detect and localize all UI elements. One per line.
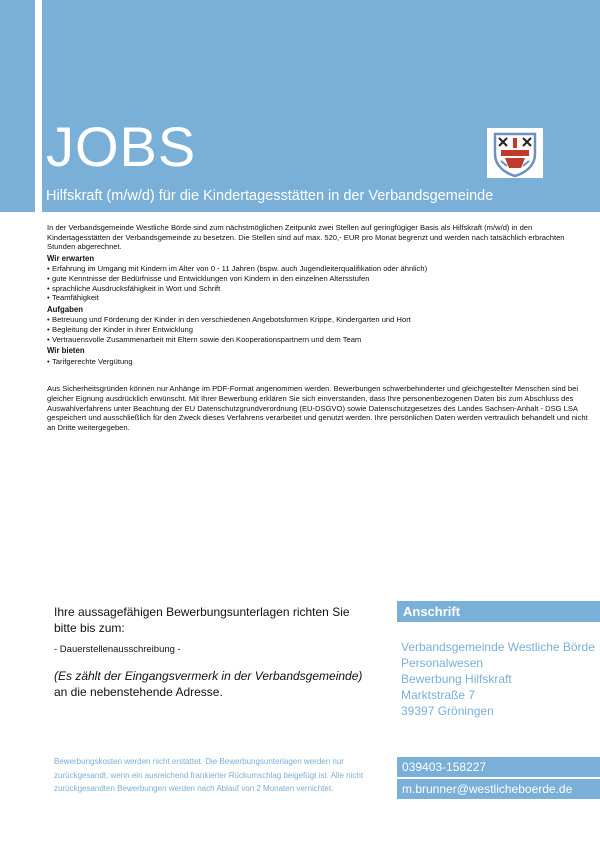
job-subtitle: Hilfskraft (m/w/d) für die Kindertagesstätten in der Verbandsgemeinde [46, 188, 494, 204]
address-heading: Anschrift [403, 604, 461, 619]
address-line: Marktstraße 7 [401, 688, 476, 702]
address-line: Personalwesen [401, 656, 484, 670]
tasks-heading: Aufgaben [47, 304, 83, 314]
list-item: • Erfahrung im Umgang mit Kindern im Alter von 0 - 11 Jahren (bspw. auch Jugendleiterqualifikation oder ähnlich) [47, 264, 592, 274]
address-line: Bewerbung Hilfskraft [401, 672, 512, 686]
cost-footnote [54, 755, 374, 796]
header-banner [0, 0, 600, 212]
phone-box [397, 757, 600, 777]
address-line: Verbandsgemeinde Westliche Börde [401, 640, 595, 654]
footnote-text: Bewerbungskosten werden nicht erstattet. Die Bewerbungsunterlagen werden nur zurückgesandt, wenn ein ausreichend frankierter Rückumschlag beigefügt ist. Alle nicht zurückgesandten Bewerbungen werden nach Ablauf von 2 Monaten vernichtet. [54, 757, 364, 793]
receipt-note: (Es zählt der Eingangsvermerk in der Verbandsgemeinde) [54, 669, 363, 683]
list-item: • Betreuung und Förderung der Kinder in den verschiedenen Angebotsformen Krippe, Kindergarten und Hort [47, 315, 592, 325]
email-box [397, 779, 600, 799]
list-item: • Teamfähigkeit [47, 293, 592, 303]
list-item: • sprachliche Ausdrucksfähigkeit in Wort und Schrift [47, 284, 592, 294]
expect-heading: Wir erwarten [47, 253, 95, 263]
privacy-text: Aus Sicherheitsgründen können nur Anhänge im PDF-Format angenommen werden. Bewerbungen schwerbehinderter und gleichgestellter Menschen sind bei gleicher Eignung ausdrücklich erwünscht. Mit Ihrer Bewerbung erklären Sie sich einverstanden, dass Ihre personenbezogenen Daten bis zum Abschluss des Auswahlverfahrens unter Beachtung der EU Datenschutzgrundverordnung (EU-DSGVO) sowie Datenschutzgesetzes des Landes Sachsen-Anhalt - DSG LSA gespeichert und ausschließlich für den Zweck dieses Verfahrens verarbeitet und genutzt werden. Ihre persönlichen Daten werden vertraulich behandelt und nicht an Dritte weitergegeben. [47, 384, 588, 432]
list-item: • Tarifgerechte Vergütung [47, 357, 592, 367]
address-heading-bar [397, 601, 600, 622]
tasks-list [47, 315, 592, 344]
intro-text: In der Verbandsgemeinde Westliche Börde sind zum nächstmöglichen Zeitpunkt zwei Stellen auf geringfügiger Basis als Hilfskraft (m/w/d) in den Kindertagesstätten der Verbandsgemeinde zu besetzen. Die Stellen sind auf max. 520,- EUR pro Monat begrenzt und werden nach tatsächlich erbrachten Stunden abgerechnet. [47, 223, 565, 252]
expect-list [47, 264, 592, 302]
apply-line-1: Ihre aussagefähigen Bewerbungsunterlagen richten Sie bitte bis zum: [54, 605, 350, 635]
offer-heading: Wir bieten [47, 346, 85, 356]
list-item: • Begleitung der Kinder in ihrer Entwicklung [47, 325, 592, 335]
list-item: • gute Kenntnisse der Bedürfnisse und Entwicklungen von Kindern in den einzelnen Altersstufen [47, 274, 592, 284]
coat-of-arms-icon [487, 128, 543, 178]
postal-address [401, 639, 595, 719]
deadline-text: - Dauerstellenausschreibung - [54, 644, 181, 655]
job-description [47, 223, 592, 432]
list-item: • Vertrauensvolle Zusammenarbeit mit Eltern sowie den Kooperationspartnern und dem Team [47, 335, 592, 345]
page-title: JOBS [46, 115, 197, 178]
phone-number[interactable]: 039403-158227 [402, 760, 487, 774]
apply-line-2: an die nebenstehende Adresse. [54, 685, 223, 699]
application-instructions [54, 604, 374, 700]
address-line: 39397 Gröningen [401, 704, 494, 718]
offer-list [47, 357, 592, 367]
header-divider-bar [35, 0, 42, 212]
email-link[interactable]: m.brunner@westlicheboerde.de [402, 782, 573, 796]
